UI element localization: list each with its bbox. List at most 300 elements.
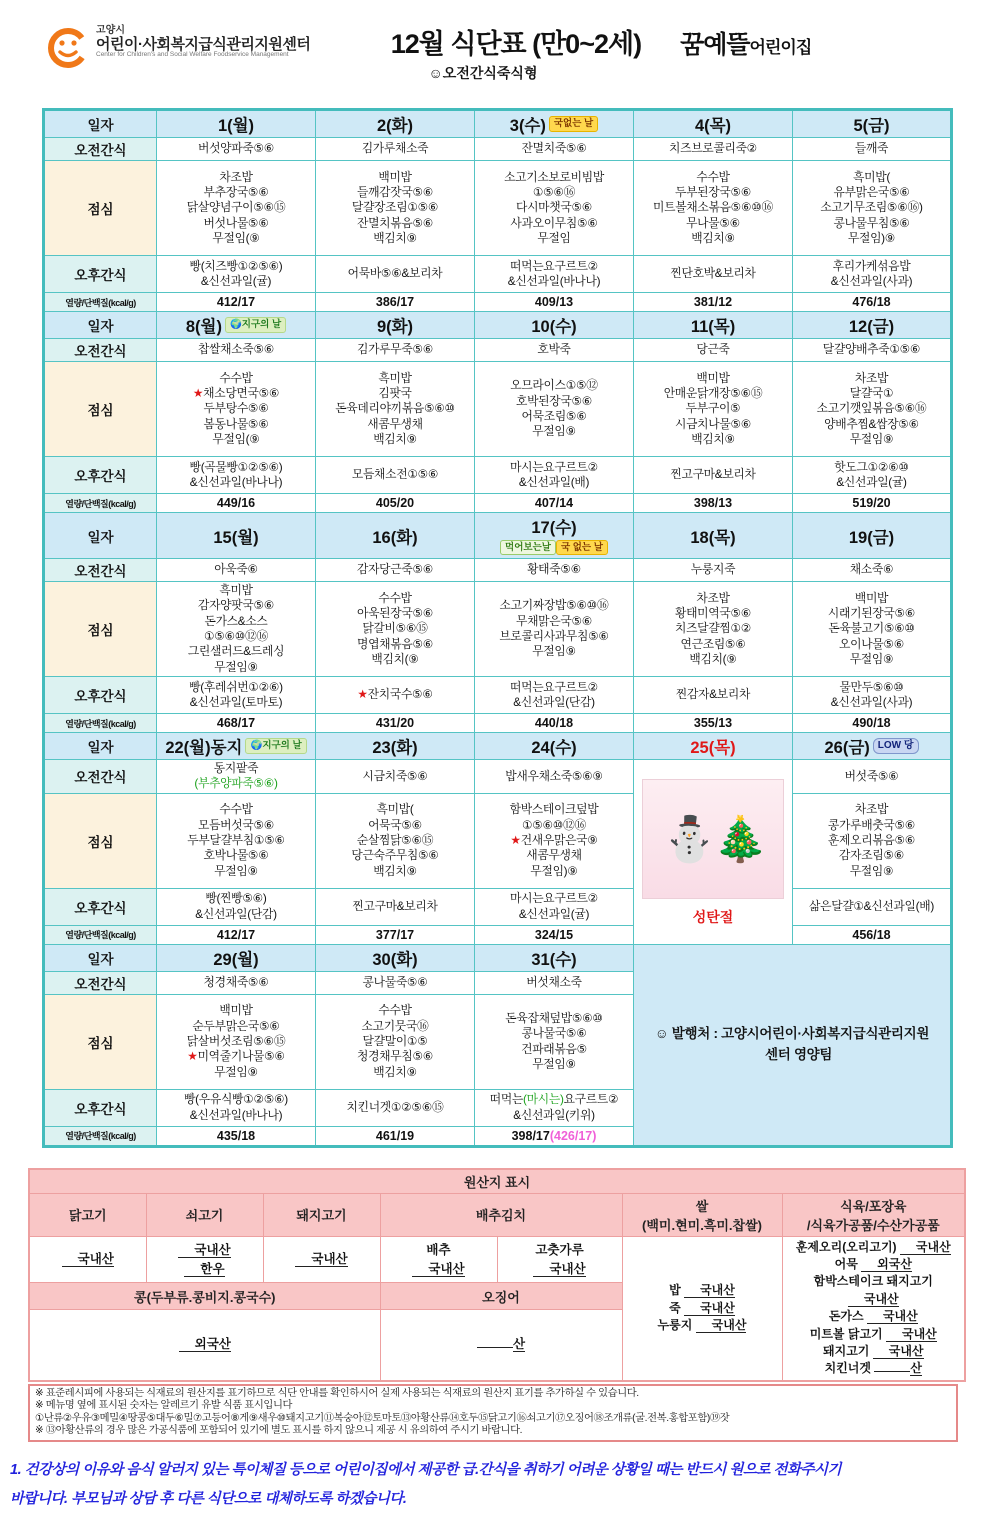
energy-row bbox=[44, 293, 952, 312]
menu-line: 시금치나물⑤⑥ bbox=[674, 416, 752, 431]
menu-line: 빵(곡물빵①②⑤⑥) bbox=[189, 459, 283, 474]
energy-label: 열량/단백질(kcal/g) bbox=[44, 293, 157, 312]
lunch-cell bbox=[316, 793, 475, 888]
date-badges-row bbox=[477, 538, 631, 557]
origin-line: 죽 국내산 bbox=[669, 1300, 735, 1315]
menu-line: &신선과일(토마토) bbox=[189, 695, 283, 709]
origin-line: 외국산 bbox=[33, 1335, 377, 1354]
star-icon: ★ bbox=[510, 832, 521, 847]
menu-line: 새콤무생채 bbox=[367, 416, 423, 431]
menu-line: 호박된장국⑤⑥ bbox=[515, 393, 593, 408]
am-snack-label: 오전간식 bbox=[44, 339, 157, 362]
menu-line: 물만두⑤⑥⑩ bbox=[839, 679, 904, 694]
lunch-cell bbox=[475, 582, 634, 677]
menu-line: 무절임 bbox=[537, 230, 571, 245]
pm-snack-cell bbox=[793, 677, 952, 714]
pm-snack-cell bbox=[475, 256, 634, 293]
pm-snack-cell bbox=[157, 1089, 316, 1126]
energy-cell bbox=[157, 293, 316, 312]
menu-line: ★건새우맑은국⑨ bbox=[510, 832, 598, 847]
date-line: 18(목) bbox=[690, 528, 736, 547]
date-line: 22(월)동지 🌍지구의 날 bbox=[159, 734, 313, 758]
menu-line: 무채맑은국⑤⑥ bbox=[515, 613, 593, 628]
lunch-cell bbox=[316, 582, 475, 677]
menu-line: 오이나물⑤⑥ bbox=[839, 636, 904, 651]
menu-line: 새콤무생채 bbox=[526, 848, 582, 863]
menu-line: 빵(우유식빵①②⑤⑥) bbox=[184, 1092, 288, 1107]
energy-cell bbox=[634, 494, 793, 513]
date-cell bbox=[634, 733, 793, 760]
origin-header-row bbox=[29, 1193, 965, 1236]
am-snack-label: 오전간식 bbox=[44, 971, 157, 994]
menu-line: 감자양팟국⑤⑥ bbox=[197, 598, 275, 613]
pm-snack-row bbox=[44, 256, 952, 293]
origin-value-soy bbox=[29, 1309, 380, 1381]
energy-value: 519/20 bbox=[852, 496, 891, 510]
menu-line: ★미역줄기나물⑤⑥ bbox=[187, 1049, 285, 1064]
menu-line: 치즈달걀찜①② bbox=[674, 621, 752, 636]
menu-line: 청경채무침⑤⑥ bbox=[356, 1049, 434, 1064]
date-line: 10(수) bbox=[531, 318, 577, 336]
date-line: 9(화) bbox=[376, 318, 414, 336]
menu-line: 찐고구마&보리차 bbox=[670, 467, 756, 482]
date-cell bbox=[475, 944, 634, 971]
pm-snack-cell bbox=[475, 677, 634, 714]
menu-line: 시금치죽⑤⑥ bbox=[362, 768, 428, 783]
menu-line: 백김치⑨ bbox=[373, 863, 417, 878]
menu-line: 버섯죽⑤⑥ bbox=[844, 768, 899, 783]
date-cell bbox=[793, 312, 952, 339]
origin-col-header-meat: 식육/포장육 /식육가공품/수산가공품 bbox=[782, 1193, 965, 1236]
pm-snack-cell bbox=[316, 457, 475, 494]
daycare-suffix: 어린이집 bbox=[749, 38, 812, 57]
menu-line: 무절임⑨ bbox=[532, 424, 576, 439]
pm-snack-cell bbox=[475, 1089, 634, 1126]
menu-line: 어묵조림⑤⑥ bbox=[521, 409, 587, 423]
energy-value: 412/17 bbox=[216, 927, 256, 942]
menu-line: 달걀양배추죽①⑤⑥ bbox=[822, 342, 921, 357]
menu-line: 무절임(⑨ bbox=[212, 230, 260, 245]
origin-col-header: 닭고기 bbox=[29, 1193, 146, 1236]
menu-line: &신선과일(배) bbox=[518, 475, 590, 489]
week-1 bbox=[44, 110, 952, 312]
am-snack-label: 오전간식 bbox=[44, 760, 157, 794]
lunch-label: 점심 bbox=[44, 582, 157, 677]
publisher-note bbox=[634, 944, 952, 1146]
origin-line: 미트볼 닭고기 국내산 bbox=[809, 1326, 937, 1341]
origin-value bbox=[380, 1236, 497, 1283]
lunch-cell bbox=[634, 161, 793, 256]
energy-cell bbox=[634, 293, 793, 312]
origin-line: 돼지고기 국내산 bbox=[823, 1344, 924, 1358]
menu-line: (부추양파죽⑤⑥) bbox=[194, 776, 278, 791]
menu-line: 명엽채볶음⑤⑥ bbox=[356, 636, 434, 651]
am-snack-cell bbox=[475, 559, 634, 582]
menu-line: &신선과일(바나나) bbox=[507, 274, 601, 288]
pm-snack-label: 오후간식 bbox=[44, 256, 157, 293]
menu-line: 차조밥 bbox=[696, 590, 730, 605]
lunch-cell bbox=[634, 582, 793, 677]
am-snack-cell bbox=[316, 971, 475, 994]
energy-value: 381/12 bbox=[693, 295, 733, 309]
am-snack-row bbox=[44, 339, 952, 362]
date-cell bbox=[634, 110, 793, 138]
pm-snack-cell bbox=[157, 677, 316, 714]
lunch-cell bbox=[316, 994, 475, 1089]
menu-line: 봄동나물⑤⑥ bbox=[203, 416, 269, 431]
menu-line: 백미밥 bbox=[219, 1003, 253, 1018]
am-snack-row bbox=[44, 138, 952, 161]
lunch-cell bbox=[793, 161, 952, 256]
lunch-row bbox=[44, 362, 952, 457]
date-line: 26(금) LOW 당 bbox=[795, 734, 948, 758]
menu-line: 연근조림⑤⑥ bbox=[680, 636, 746, 651]
pm-snack-cell bbox=[634, 256, 793, 293]
date-line: 2(화) bbox=[376, 117, 414, 135]
am-snack-cell bbox=[634, 138, 793, 161]
origin-col-header-soy: 콩(두부류.콩비지.콩국수) bbox=[29, 1283, 380, 1309]
lunch-cell bbox=[157, 793, 316, 888]
am-snack-cell bbox=[793, 760, 952, 794]
menu-line: 수수밥 bbox=[219, 370, 253, 385]
am-snack-cell bbox=[475, 760, 634, 794]
menu-line: 브로콜리사과무침⑤⑥ bbox=[499, 629, 609, 643]
energy-value: 435/18 bbox=[216, 1128, 256, 1143]
footnote-line: ①난류②우유③메밀④땅콩⑤대두⑥밀⑦고등어⑧게⑨새우⑩돼지고기⑪복숭아⑫토마토⑬아황산류⑭호두⑮닭고기⑯쇠고기⑰오징어⑱조개류(굴.전복.홍합포함)⑲잣 bbox=[35, 1412, 730, 1424]
energy-value: 412/17 bbox=[216, 295, 256, 309]
menu-line: 수수밥 bbox=[696, 169, 730, 184]
origin-col-header-kimchi: 배추김치 bbox=[380, 1193, 622, 1236]
date-row-label: 일자 bbox=[44, 944, 157, 971]
origin-title: 원산지 표시 bbox=[29, 1169, 965, 1194]
menu-line: ①⑤⑥⑩⑫⑯ bbox=[203, 629, 269, 643]
menu-line: 무절임⑨ bbox=[214, 1064, 258, 1079]
menu-line: 건파래볶음⑤ bbox=[521, 1041, 587, 1056]
origin-line: 밥 국내산 bbox=[669, 1283, 735, 1298]
origin-line: 한우 bbox=[150, 1260, 260, 1279]
menu-line: 콩나물국⑤⑥ bbox=[521, 1026, 587, 1041]
pm-snack-cell bbox=[793, 256, 952, 293]
lunch-cell bbox=[316, 362, 475, 457]
energy-value: 476/18 bbox=[852, 295, 891, 309]
week-3 bbox=[44, 513, 952, 733]
date-row bbox=[44, 312, 952, 339]
am-snack-cell bbox=[316, 339, 475, 362]
menu-line: 두부탕수⑤⑥ bbox=[203, 401, 269, 416]
menu-line: &신선과일(귤) bbox=[836, 475, 907, 489]
energy-value: 324/15 bbox=[534, 927, 574, 942]
menu-line: 아욱된장국⑤⑥ bbox=[356, 606, 434, 620]
am-snack-cell bbox=[157, 339, 316, 362]
menu-line: 수수밥 bbox=[219, 802, 253, 817]
page-header bbox=[0, 0, 992, 102]
date-row-label: 일자 bbox=[44, 110, 157, 138]
menu-line: 두부구이⑤ bbox=[685, 401, 741, 416]
menu-line: 무절임)⑨ bbox=[847, 230, 896, 245]
energy-value: 468/17 bbox=[216, 716, 256, 730]
energy-cell bbox=[157, 714, 316, 733]
pm-snack-cell bbox=[793, 888, 952, 925]
menu-line: 함박스테이크덮밥 bbox=[509, 802, 599, 817]
date-line: 3(수) 국없는 날 bbox=[477, 112, 631, 136]
menu-line: 소고기짜장밥⑤⑥⑩⑯ bbox=[499, 598, 609, 613]
menu-line: 콩가루배춧국⑤⑥ bbox=[827, 817, 916, 832]
pm-snack-cell bbox=[157, 457, 316, 494]
menu-line: 부추장국⑤⑥ bbox=[203, 185, 269, 199]
pm-snack-cell bbox=[793, 457, 952, 494]
menu-line: 소고기소보로비빔밥 bbox=[504, 169, 604, 184]
date-row-label: 일자 bbox=[44, 312, 157, 339]
origin-value-rice bbox=[622, 1236, 782, 1381]
menu-line: 오므라이스①⑤⑫ bbox=[510, 378, 598, 393]
menu-line: 백미밥 bbox=[378, 169, 412, 184]
energy-label: 열량/단백질(kcal/g) bbox=[44, 494, 157, 513]
energy-cell bbox=[475, 293, 634, 312]
menu-line: 모듬채소전①⑤⑥ bbox=[351, 467, 439, 482]
am-snack-label: 오전간식 bbox=[44, 138, 157, 161]
energy-cell bbox=[157, 925, 316, 944]
energy-cell bbox=[316, 925, 475, 944]
menu-line: &신선과일(단감) bbox=[513, 695, 595, 709]
origin-line: 고춧가루 bbox=[535, 1242, 584, 1257]
menu-line: 치즈브로콜리죽② bbox=[669, 141, 757, 156]
energy-cell bbox=[634, 714, 793, 733]
menu-line: 콩나물죽⑤⑥ bbox=[362, 974, 428, 989]
menu-line: 시래기된장국⑤⑥ bbox=[827, 606, 916, 620]
am-snack-cell bbox=[157, 971, 316, 994]
menu-line: 무절임(⑨ bbox=[212, 431, 260, 446]
menu-line: 청경채죽⑤⑥ bbox=[203, 974, 269, 989]
menu-line: 치킨너겟①②⑤⑥⑮ bbox=[346, 1099, 444, 1114]
menu-line: 감자당근죽⑤⑥ bbox=[356, 562, 434, 577]
menu-line: 백미밥 bbox=[854, 590, 889, 605]
am-snack-cell bbox=[634, 339, 793, 362]
menu-line: 찐고구마&보리차 bbox=[352, 898, 438, 913]
menu-line: &신선과일(귤) bbox=[518, 906, 590, 921]
menu-line: 빵(후레쉬번①②⑥) bbox=[189, 679, 283, 694]
pm-snack-cell bbox=[316, 256, 475, 293]
date-cell bbox=[316, 733, 475, 760]
origin-col-header-rice: 쌀 (백미.현미.흑미.찹쌀) bbox=[622, 1193, 782, 1236]
origin-line: 국내산 bbox=[384, 1260, 494, 1279]
menu-line: 밥새우채소죽⑤⑥⑨ bbox=[505, 768, 603, 783]
lunch-cell bbox=[793, 793, 952, 888]
am-snack-cell bbox=[157, 559, 316, 582]
menu-line: 순살찜닭⑤⑥⑮ bbox=[356, 832, 434, 847]
menu-line: 돈육잡채덮밥⑤⑥⑩ bbox=[505, 1011, 603, 1025]
am-snack-cell bbox=[316, 760, 475, 794]
menu-title: 12월 식단표 (만0~2세) bbox=[390, 29, 642, 59]
menu-line: 무절임⑨ bbox=[214, 863, 258, 878]
menu-line: 당근죽 bbox=[696, 342, 730, 357]
menu-line: 흑미밥 bbox=[378, 370, 412, 385]
menu-line: 떠먹는요구르트② bbox=[510, 679, 598, 694]
menu-line: 어묵바⑤⑥&보리차 bbox=[347, 266, 443, 281]
lunch-row bbox=[44, 161, 952, 256]
menu-line: 무절임⑨ bbox=[532, 644, 576, 659]
menu-line: 빵(찐빵⑤⑥) bbox=[205, 891, 267, 906]
menu-line: 무절임⑨ bbox=[849, 863, 894, 878]
menu-line: 들깨감잣국⑤⑥ bbox=[356, 185, 434, 199]
date-cell bbox=[634, 513, 793, 559]
menu-line: 떠먹는(마시는)요구르트② bbox=[489, 1092, 619, 1107]
origin-line: 국내산 bbox=[501, 1260, 619, 1279]
date-cell bbox=[475, 733, 634, 760]
origin-line: 누룽지 국내산 bbox=[657, 1317, 747, 1332]
menu-line: 흑미밥( bbox=[376, 802, 414, 817]
menu-line: 달걀국① bbox=[849, 386, 894, 400]
pm-snack-label: 오후간식 bbox=[44, 457, 157, 494]
lunch-cell bbox=[157, 582, 316, 677]
menu-line: &신선과일(바나나) bbox=[189, 475, 283, 489]
energy-label: 열량/단백질(kcal/g) bbox=[44, 1126, 157, 1146]
menu-line: 무절임)⑨ bbox=[530, 863, 578, 878]
energy-value: 461/19 bbox=[375, 1128, 415, 1143]
star-icon: ★ bbox=[357, 687, 368, 702]
badge-green: 🌍지구의 날 bbox=[225, 317, 286, 332]
menu-line: 수수밥 bbox=[378, 1003, 412, 1018]
menu-line: 호박죽 bbox=[537, 342, 571, 357]
pm-snack-cell bbox=[475, 888, 634, 925]
logo-org-name: 어린이·사회복지급식관리지원센터 bbox=[96, 35, 311, 53]
menu-line: 무절임⑨ bbox=[532, 1056, 576, 1071]
menu-line: 안매운닭개장⑤⑥⑮ bbox=[663, 386, 763, 400]
menu-line: 백김치⑨ bbox=[691, 230, 735, 245]
date-row bbox=[44, 733, 952, 760]
menu-line: 마시는요구르트② bbox=[510, 459, 598, 474]
menu-line: 백김치(⑨ bbox=[371, 651, 419, 666]
date-line: 29(월) bbox=[213, 950, 259, 969]
energy-value: 377/17 bbox=[375, 927, 415, 942]
menu-line: 닭살버섯조림⑤⑥⑮ bbox=[186, 1033, 286, 1048]
energy-value: 431/20 bbox=[375, 716, 415, 730]
menu-line: 버섯양파죽⑤⑥ bbox=[197, 141, 275, 156]
am-snack-row bbox=[44, 559, 952, 582]
blank-underline bbox=[874, 1361, 910, 1372]
energy-cell bbox=[475, 714, 634, 733]
menu-line: 무절임⑨ bbox=[849, 651, 894, 666]
menu-line: 황태미역국⑤⑥ bbox=[674, 606, 752, 620]
lunch-cell bbox=[475, 362, 634, 457]
lunch-row bbox=[44, 793, 952, 888]
energy-value: 407/14 bbox=[534, 496, 574, 510]
energy-row bbox=[44, 925, 952, 944]
date-cell bbox=[793, 110, 952, 138]
pm-snack-label: 오후간식 bbox=[44, 888, 157, 925]
date-cell bbox=[793, 513, 952, 559]
pm-snack-cell bbox=[157, 256, 316, 293]
menu-line: 김가루무죽⑤⑥ bbox=[356, 342, 434, 357]
week-4 bbox=[44, 733, 952, 945]
origin-line: 어묵 외국산 bbox=[834, 1257, 912, 1272]
date-row-label: 일자 bbox=[44, 513, 157, 559]
energy-value: 386/17 bbox=[375, 295, 415, 309]
logo-english-name: Center for Children's and Social Welfare Foodservice Management bbox=[96, 51, 289, 59]
menu-line: 호박나물⑤⑥ bbox=[203, 848, 269, 863]
holiday-cell bbox=[634, 760, 793, 945]
date-line: 15(월) bbox=[213, 528, 259, 547]
date-cell bbox=[316, 312, 475, 339]
menu-subtitle: ☺오전간식죽식형 bbox=[428, 65, 538, 81]
footnote-line: ※ 메뉴명 옆에 표시된 숫자는 알레르기 유발 식품 표시입니다 bbox=[35, 1400, 293, 1412]
menu-line: &신선과일(바나나) bbox=[189, 1107, 283, 1122]
date-line: 19(금) bbox=[848, 528, 895, 547]
blank-underline bbox=[477, 1337, 513, 1348]
energy-value: 456/18 bbox=[852, 927, 891, 942]
energy-cell bbox=[157, 494, 316, 513]
date-cell bbox=[316, 944, 475, 971]
lunch-cell bbox=[475, 793, 634, 888]
menu-line: 백김치⑨ bbox=[373, 431, 417, 446]
origin-line: 국내산 bbox=[786, 1291, 962, 1308]
menu-line: 소고기뭇국⑯ bbox=[361, 1018, 429, 1033]
energy-cell bbox=[793, 494, 952, 513]
am-snack-cell bbox=[475, 339, 634, 362]
origin-col-header-squid: 오징어 bbox=[380, 1283, 622, 1309]
am-snack-cell bbox=[793, 138, 952, 161]
date-line: 23(화) bbox=[372, 739, 418, 757]
energy-cell bbox=[793, 925, 952, 944]
menu-line: 미트볼채소볶음⑤⑥⑩⑯ bbox=[653, 200, 773, 215]
lunch-cell bbox=[157, 994, 316, 1089]
energy-cell bbox=[793, 714, 952, 733]
menu-line: 감자조림⑤⑥ bbox=[839, 848, 904, 863]
menu-line: 김팟국 bbox=[378, 386, 412, 400]
energy-value: 409/13 bbox=[534, 295, 574, 309]
menu-line: &신선과일(단감) bbox=[195, 906, 277, 921]
pm-snack-cell bbox=[634, 677, 793, 714]
menu-line: 유부맑은국⑤⑥ bbox=[833, 185, 910, 199]
menu-line: 빵(치즈빵①②⑤⑥) bbox=[189, 258, 283, 273]
date-cell bbox=[157, 513, 316, 559]
menu-line: 흑미밥 bbox=[219, 583, 253, 598]
origin-line: 국내산 bbox=[150, 1241, 260, 1260]
energy-value: 490/18 bbox=[852, 716, 891, 730]
origin-value bbox=[146, 1236, 263, 1283]
menu-line: 돈육데리야끼볶음⑤⑥⑩ bbox=[335, 401, 455, 416]
badge-blue: LOW 당 bbox=[873, 738, 919, 754]
menu-line: &신선과일(키위) bbox=[513, 1107, 595, 1122]
date-line: 1(월) bbox=[217, 117, 255, 135]
menu-line: 달걀장조림①⑤⑥ bbox=[351, 200, 439, 215]
date-line: 16(화) bbox=[372, 528, 418, 547]
energy-cell bbox=[475, 494, 634, 513]
menu-line: 모듬버섯국⑤⑥ bbox=[197, 817, 275, 832]
lunch-label: 점심 bbox=[44, 362, 157, 457]
pm-snack-row bbox=[44, 888, 952, 925]
menu-line: 후리가케섞음밥 bbox=[832, 258, 911, 273]
lunch-label: 점심 bbox=[44, 161, 157, 256]
menu-line: 사과오이무침⑤⑥ bbox=[510, 215, 598, 230]
am-snack-row bbox=[44, 760, 952, 794]
date-cell bbox=[157, 312, 316, 339]
menu-line: 돈육불고기⑤⑥⑩ bbox=[828, 621, 915, 636]
menu-line: 그린샐러드&드레싱 bbox=[187, 644, 285, 659]
origin-col-header: 돼지고기 bbox=[263, 1193, 380, 1236]
menu-line: 소고기무조림⑤⑥⑯) bbox=[820, 200, 923, 215]
menu-line: 찐감자&보리차 bbox=[675, 687, 751, 702]
pm-snack-cell bbox=[634, 457, 793, 494]
date-cell bbox=[634, 312, 793, 339]
menu-line: 누룽지죽 bbox=[690, 562, 736, 577]
menu-line: 양배추찜&쌈장⑤⑥ bbox=[824, 416, 919, 431]
energy-cell bbox=[157, 1126, 316, 1146]
menu-line: 동지팥죽 bbox=[213, 761, 259, 775]
energy-value: 398/17(426/17) bbox=[511, 1128, 597, 1143]
menu-line: 채소죽⑥ bbox=[849, 562, 894, 577]
christmas-illustration: ⛄🎄 bbox=[642, 779, 784, 899]
menu-line: 백미밥 bbox=[696, 370, 730, 385]
